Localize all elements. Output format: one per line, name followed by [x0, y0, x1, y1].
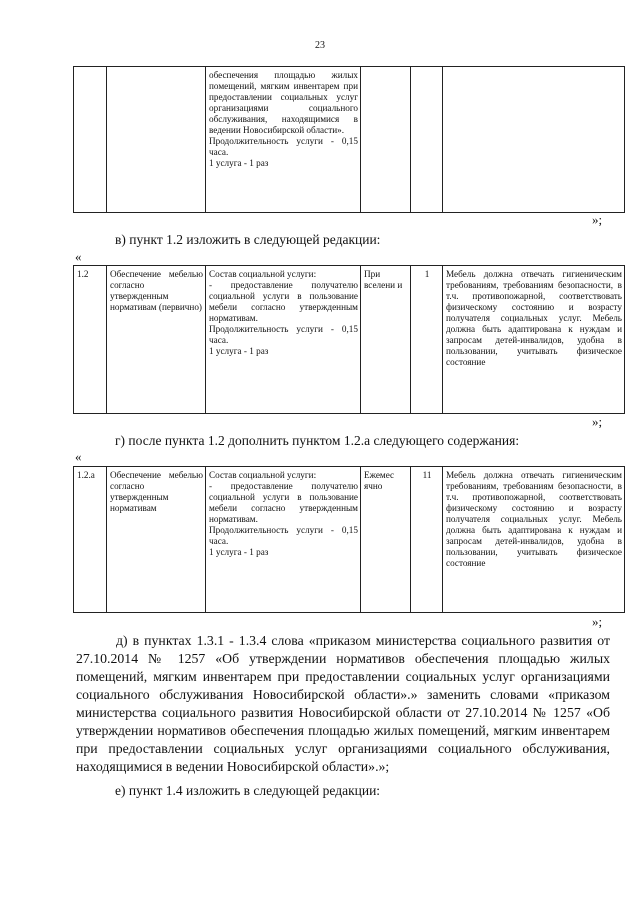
- closing-quote: »;: [592, 414, 603, 429]
- cell-quantity: 11: [411, 467, 443, 613]
- cell-requirements: Мебель должна отвечать гигиеническим требованиям, требованиям безопасности, в т.ч. противопожарной, соответствовать физическому состоянию и возрасту получателя социальных услуг. Мебель должна быть адаптирована к нуждам и запросам детей-инвалидов, удобна в пользовании, учитывать физическое состояние: [443, 266, 625, 414]
- cell-quantity: [411, 67, 443, 213]
- cell-name: [107, 67, 206, 213]
- cell-frequency: При вселени и: [361, 266, 411, 414]
- cell-num: 1.2.а: [74, 467, 107, 613]
- cell-frequency: [361, 67, 411, 213]
- page-number: 23: [315, 40, 325, 51]
- cell-frequency: Ежемес ячно: [361, 467, 411, 613]
- table-row-1-2a: [73, 466, 625, 613]
- paragraph-item-d: д) в пунктах 1.3.1 - 1.3.4 слова «приказом министерства социального развития от 27.10.2014 № 1257 «Об утверждении нормативов обеспечения площадью жилых помещений, мягким инвентарем при предоставлении социальных услуг организациями социального обслуживания Новосибирской области».» заменить словами «приказом министерства социального развития Новосибирской области от 27.10.2014 № 1257 «Об утверждении нормативов обеспечения площадью жилых помещений, мягким инвентарем при предоставлении социальных услуг организациями социального обслуживания, находящимися в ведении Новосибирской области».»;: [76, 633, 610, 774]
- paragraph-item-v: в) пункт 1.2 изложить в следующей редакции:: [115, 232, 381, 247]
- table-continuation: [73, 66, 625, 213]
- closing-quote: »;: [592, 614, 603, 629]
- cell-description: Состав социальной услуги: - предоставление получателю социальной услуги в пользование мебели согласно утвержденным нормативам. Продолжительность услуги - 0,15 часа. 1 услуга - 1 раз: [206, 467, 361, 613]
- cell-description: обеспечения площадью жилых помещений, мягким инвентарем при предоставлении социальных услуг организациями социального обслуживания, находящимися в ведении Новосибирской области». Продолжительность услуги - 0,15 часа. 1 услуга - 1 раз: [206, 67, 361, 213]
- closing-quote: »;: [592, 212, 603, 227]
- cell-name: Обеспечение мебелью согласно утвержденным нормативам: [107, 467, 206, 613]
- opening-quote: «: [75, 249, 82, 264]
- cell-name: Обеспечение мебелью согласно утвержденным нормативам (первично): [107, 266, 206, 414]
- paragraph-item-e: е) пункт 1.4 изложить в следующей редакции:: [115, 783, 381, 798]
- cell-num: [74, 67, 107, 213]
- cell-requirements: [443, 67, 625, 213]
- cell-requirements: Мебель должна отвечать гигиеническим требованиям, требованиям безопасности, в т.ч. противопожарной, соответствовать физическому состоянию и возрасту получателя социальных услуг. Мебель должна быть адаптирована к нуждам и запросам детей-инвалидов, удобна в пользовании, учитывать физическое состояние: [443, 467, 625, 613]
- cell-num: 1.2: [74, 266, 107, 414]
- table-row-1-2: [73, 265, 625, 414]
- cell-quantity: 1: [411, 266, 443, 414]
- paragraph-item-g: г) после пункта 1.2 дополнить пунктом 1.2.а следующего содержания:: [115, 433, 520, 448]
- cell-description: Состав социальной услуги: - предоставление получателю социальной услуги в пользование мебели согласно утвержденным нормативам. Продолжительность услуги - 0,15 часа. 1 услуга - 1 раз: [206, 266, 361, 414]
- opening-quote: «: [75, 449, 82, 464]
